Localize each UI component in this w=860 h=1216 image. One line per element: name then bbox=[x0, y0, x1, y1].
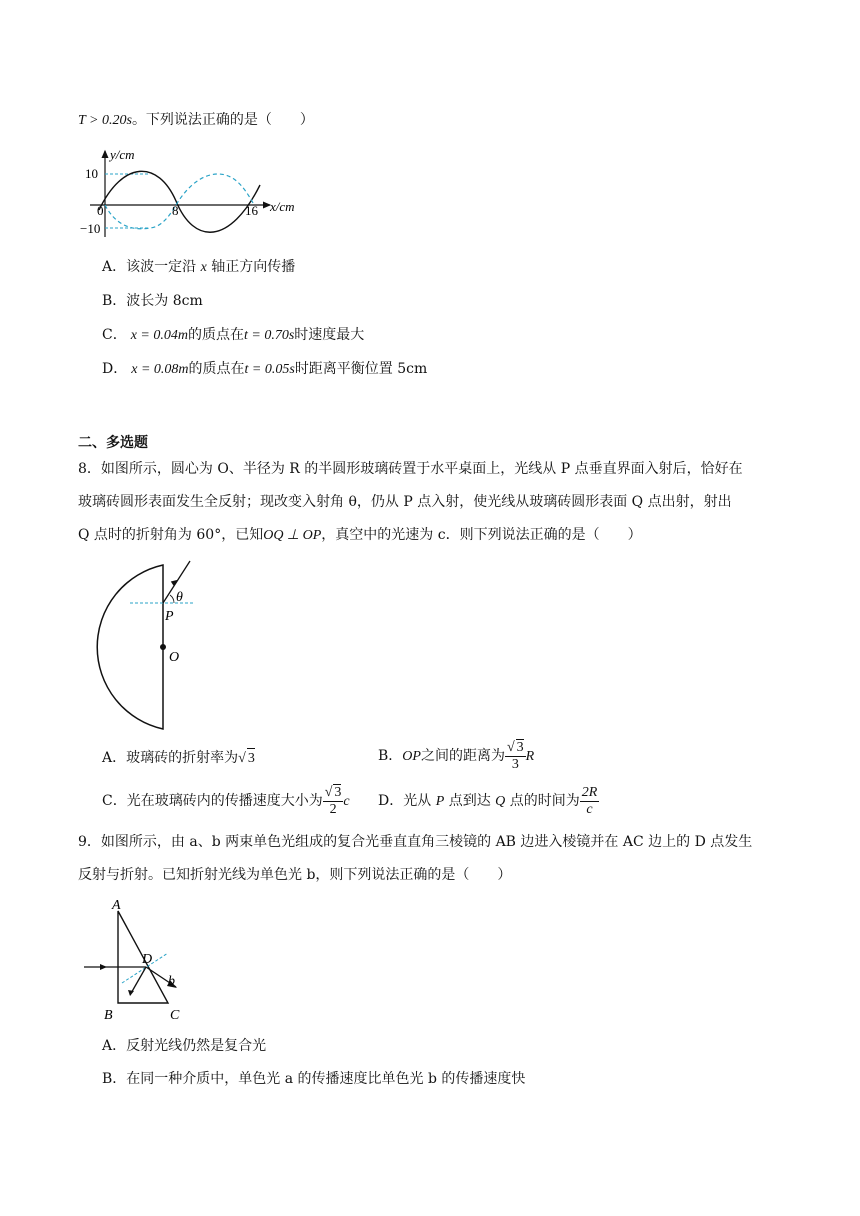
q9-b-vertex-label: B bbox=[104, 1008, 113, 1023]
q9-option-b[interactable]: B．在同一种介质中，单色光 a 的传播速度比单色光 b 的传播速度快 bbox=[102, 1071, 526, 1087]
q7-option-d[interactable]: D． x = 0.08m的质点在t = 0.05s时距离平衡位置 5cm bbox=[102, 361, 428, 377]
q9-prism-figure bbox=[76, 895, 216, 1025]
q8-option-a-math: √ 3 bbox=[238, 751, 255, 766]
q7-tick-0: 0 bbox=[97, 203, 104, 218]
q8-semicircle bbox=[97, 565, 163, 729]
q7-dashed-wave bbox=[105, 174, 253, 229]
q8-theta-label: θ bbox=[176, 590, 183, 605]
q9-stem-line1: 9．如图所示，由 a、b 两束单色光组成的复合光垂直直角三棱镜的 AB 边进入棱镜并在 AC 边上的 D 点发生 bbox=[78, 834, 753, 850]
q7-stem-math: T > 0.20s bbox=[78, 113, 132, 128]
q8-option-a[interactable]: A．玻璃砖的折射率为√ 3 bbox=[102, 748, 255, 769]
q8-stem-line3: Q 点时的折射角为 60°，已知OQ ⊥ OP，真空中的光速为 c．则下列说法正确的是（ ） bbox=[78, 527, 642, 543]
q7-tick-16: 16 bbox=[245, 203, 258, 218]
q7-option-b[interactable]: B．波长为 8cm bbox=[102, 293, 203, 309]
q7-tick-8: 8 bbox=[172, 203, 179, 218]
q8-stem-line1: 8．如图所示，圆心为 O、半径为 R 的半圆形玻璃砖置于水平桌面上，光线从 P 点垂直界面入射后，恰好在 bbox=[78, 461, 743, 477]
q8-p-label: P bbox=[165, 609, 174, 624]
q8-stem-line2: 玻璃砖圆形表面发生全反射；现改变入射角 θ，仍从 P 点入射，使光线从玻璃砖圆形表面 Q 点出射，射出 bbox=[78, 494, 732, 510]
q7-tick-10: 10 bbox=[85, 166, 98, 181]
q9-a-label: A bbox=[112, 898, 121, 913]
q7-stem bbox=[78, 110, 314, 131]
q8-option-b[interactable]: B．OP之间的距离为 $\frac{√ 3}{3}$ R bbox=[378, 740, 535, 772]
q8-center-point bbox=[160, 644, 166, 650]
q8-option-b-fraction: $\frac{√ 3}{3}$ bbox=[506, 740, 524, 772]
q8-option-c[interactable]: C．光在玻璃砖内的传播速度大小为 $\frac{√ 3}{2}$ c bbox=[102, 785, 350, 817]
q8-o-label: O bbox=[169, 650, 180, 665]
q9-stem-line2: 反射与折射。已知折射光线为单色光 b，则下列说法正确的是（ ） bbox=[78, 867, 512, 883]
q7-stem-text: 。下列说法正确的是（ ） bbox=[131, 112, 314, 128]
q9-d-label: D bbox=[142, 952, 153, 967]
q7-x-label: x/cm bbox=[270, 199, 295, 214]
q8-option-d-fraction: $\frac{2R}{c}$ bbox=[581, 784, 598, 817]
q7-y-label: y/cm bbox=[110, 147, 135, 162]
q9-ray-b-label: b bbox=[168, 974, 175, 989]
q7-option-c[interactable]: C． x = 0.04m的质点在t = 0.70s时速度最大 bbox=[102, 327, 365, 343]
q7-option-a[interactable]: A．该波一定沿 x 轴正方向传播 bbox=[102, 259, 296, 275]
q8-option-d[interactable]: D．光从 P 点到达 Q 点的时间为 $\frac{2R}{c}$ bbox=[378, 784, 598, 817]
q9-option-a[interactable]: A．反射光线仍然是复合光 bbox=[102, 1038, 267, 1054]
q8-option-c-fraction: $\frac{√ 3}{2}$ bbox=[324, 785, 342, 817]
q8-semicircle-figure bbox=[76, 555, 206, 735]
q7-tick-neg10: −10 bbox=[80, 221, 101, 236]
q9-c-label: C bbox=[170, 1008, 180, 1023]
q7-wave-graph bbox=[78, 145, 308, 245]
section-heading: 二、多选题 bbox=[78, 435, 148, 451]
